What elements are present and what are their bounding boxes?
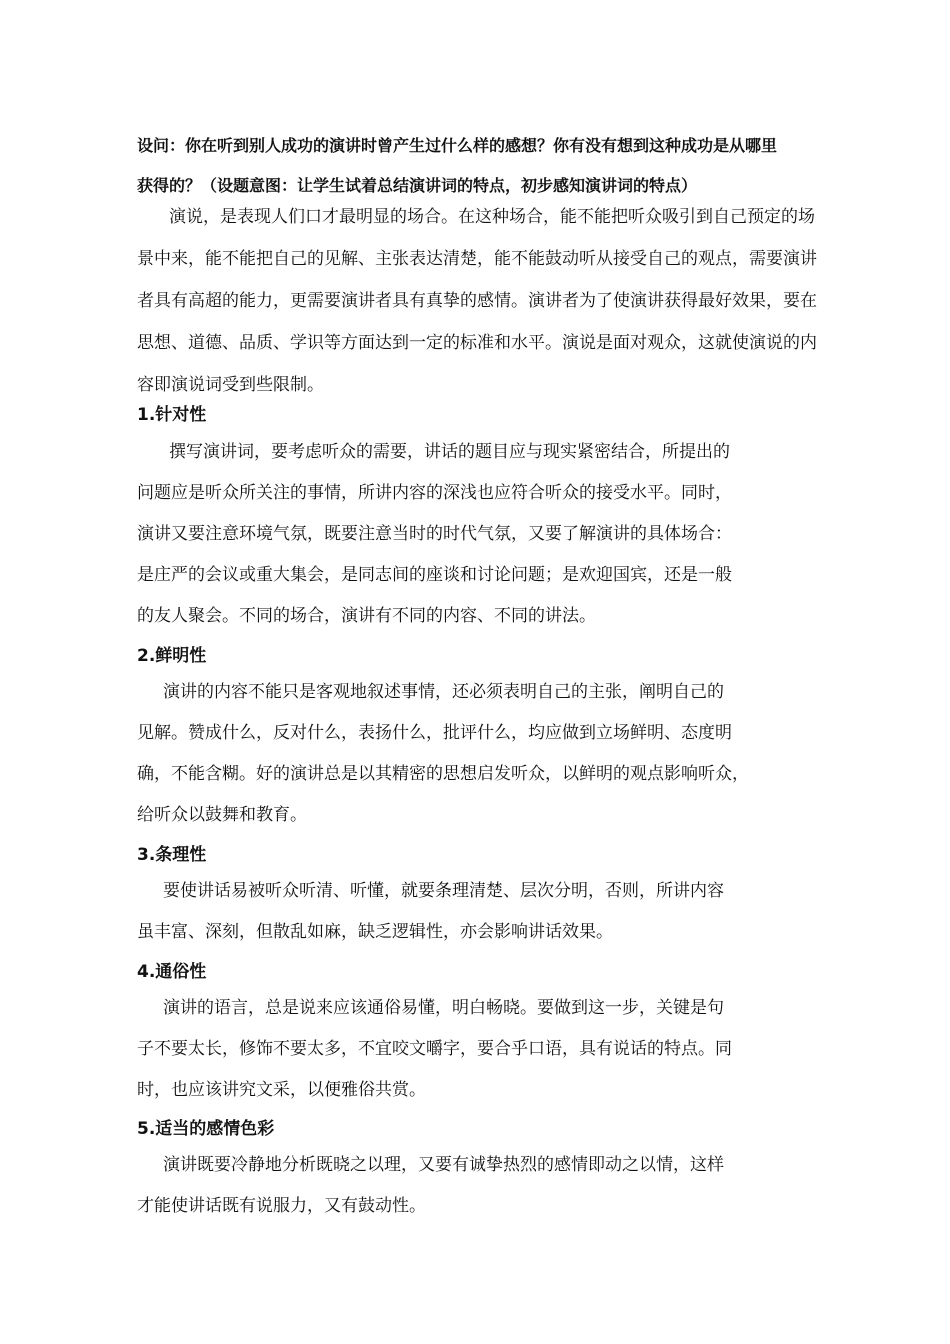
paragraph-line: 演讲又要注意环境气氛，既要注意当时的时代气氛，又要了解演讲的具体场合：	[137, 524, 732, 544]
paragraph-line: 问题应是听众所关注的事情，所讲内容的深浅也应符合听众的接受水平。同时，	[137, 483, 732, 503]
paragraph-line: 演讲的内容不能只是客观地叙述事情，还必须表明自己的主张，阐明自己的	[163, 682, 724, 702]
paragraph-line: 见解。赞成什么，反对什么，表扬什么，批评什么，均应做到立场鲜明、态度明	[137, 723, 732, 743]
intro-line: 景中来，能不能把自己的见解、主张表达清楚，能不能鼓动听从接受自己的观点，需要演讲	[137, 249, 817, 269]
section-paragraph	[137, 988, 817, 1111]
paragraph-line: 演讲的语言，总是说来应该通俗易懂，明白畅晓。要做到这一步，关键是句	[163, 998, 724, 1018]
paragraph-line: 时，也应该讲究文采，以便雅俗共赏。	[137, 1080, 426, 1100]
paragraph-line: 才能使讲话既有说服力，又有鼓动性。	[137, 1196, 426, 1216]
section-heading: 3.条理性	[137, 845, 207, 865]
section-paragraph	[137, 1145, 817, 1227]
paragraph-line: 要使讲话易被听众听清、听懂，就要条理清楚、层次分明，否则，所讲内容	[163, 881, 724, 901]
section-heading: 1.针对性	[137, 405, 207, 425]
section-heading: 4.通俗性	[137, 962, 207, 982]
paragraph-line: 确，不能含糊。好的演讲总是以其精密的思想启发听众，以鲜明的观点影响听众，	[137, 764, 749, 784]
section-paragraph	[137, 871, 817, 953]
section-paragraph	[137, 432, 817, 637]
section-heading: 5.适当的感情色彩	[137, 1119, 275, 1139]
intro-paragraph	[137, 196, 817, 406]
paragraph-line: 虽丰富、深刻，但散乱如麻，缺乏逻辑性，亦会影响讲话效果。	[137, 922, 613, 942]
paragraph-line: 子不要太长，修饰不要太多，不宜咬文嚼字，要合乎口语，具有说话的特点。同	[137, 1039, 732, 1059]
paragraph-line: 给听众以鼓舞和教育。	[137, 805, 307, 825]
paragraph-line: 撰写演讲词，要考虑听众的需要，讲话的题目应与现实紧密结合，所提出的	[169, 442, 730, 462]
question-line: 设问：你在听到别人成功的演讲时曾产生过什么样的感想？你有没有想到这种成功是从哪里	[137, 136, 778, 155]
paragraph-line: 的友人聚会。不同的场合，演讲有不同的内容、不同的讲法。	[137, 606, 596, 626]
intro-line: 容即演说词受到些限制。	[137, 375, 324, 395]
paragraph-line: 是庄严的会议或重大集会，是同志间的座谈和讨论问题；是欢迎国宾，还是一般	[137, 565, 732, 585]
intro-line: 演说，是表现人们口才最明显的场合。在这种场合，能不能把听众吸引到自己预定的场	[169, 207, 815, 227]
question-line: 获得的？（设题意图：让学生试着总结演讲词的特点，初步感知演讲词的特点）	[137, 176, 698, 195]
question-block	[137, 126, 827, 206]
paragraph-line: 演讲既要冷静地分析既晓之以理，又要有诚挚热烈的感情即动之以情，这样	[163, 1155, 724, 1175]
intro-line: 思想、道德、品质、学识等方面达到一定的标准和水平。演说是面对观众，这就使演说的内	[137, 333, 817, 353]
intro-line: 者具有高超的能力，更需要演讲者具有真挚的感情。演讲者为了使演讲获得最好效果，要在	[137, 291, 817, 311]
section-heading: 2.鲜明性	[137, 646, 207, 666]
section-paragraph	[137, 672, 817, 836]
